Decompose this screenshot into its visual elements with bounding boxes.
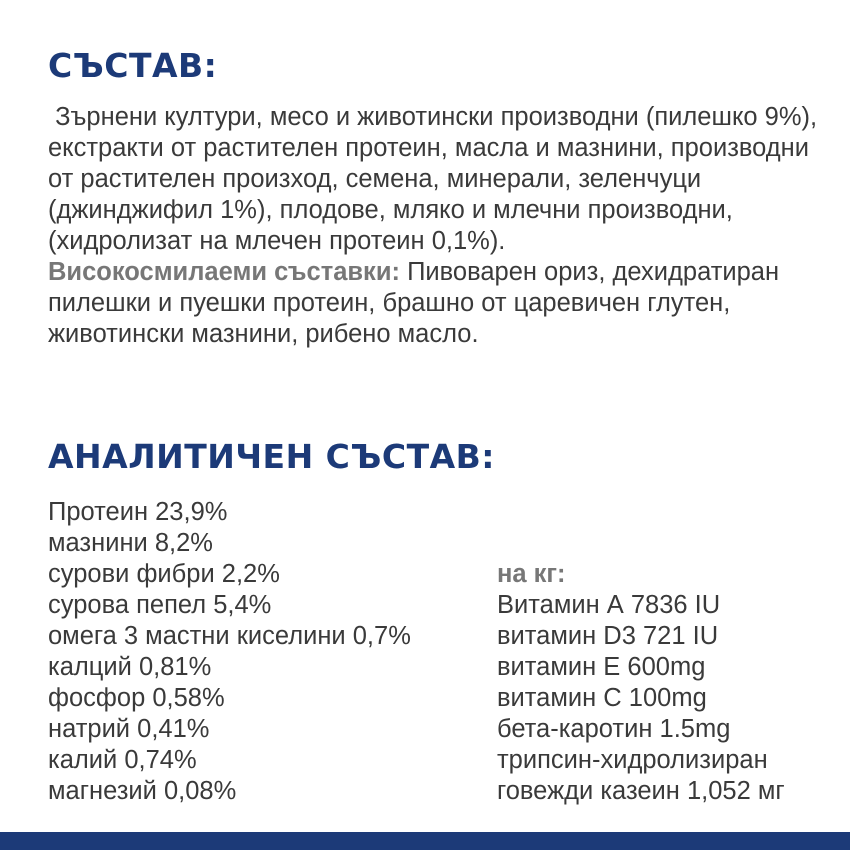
per-kg-item-trypsin: трипсин-хидролизиран <box>497 746 768 774</box>
analytical-item-ash: сурова пепел 5,4% <box>48 591 272 619</box>
ingredients-paragraph <box>48 102 828 350</box>
analytical-list <box>48 497 411 807</box>
per-kg-item-vitamin-d3: витамин D3 721 IU <box>497 622 719 650</box>
analytical-item-magnesium: магнезий 0,08% <box>48 777 237 805</box>
highly-digestible-label: Високосмилаеми съставки: <box>48 258 400 286</box>
per-kg-item-vitamin-e: витамин Е 600mg <box>497 653 706 681</box>
analytical-item-fibre: сурови фибри 2,2% <box>48 560 280 588</box>
analytical-item-omega3: омега 3 мастни киселини 0,7% <box>48 622 411 650</box>
analytical-item-potassium: калий 0,74% <box>48 746 197 774</box>
analytical-item-sodium: натрий 0,41% <box>48 715 210 743</box>
analytical-item-phosphorus: фосфор 0,58% <box>48 684 225 712</box>
composition-heading: СЪСТАВ: <box>48 46 218 85</box>
analytical-item-calcium: калций 0,81% <box>48 653 212 681</box>
per-kg-item-beta-carotene: бета-каротин 1.5mg <box>497 715 731 743</box>
analytical-item-protein: Протеин 23,9% <box>48 498 228 526</box>
ingredients-text: Зърнени култури, месо и животински производни (пилешко 9%), екстракти от растителен протеин, масла и мазнини, производни от растителен произход, семена, минерали, зеленчуци (джинджифил 1%), плодове, мляко и млечни производни, (хидролизат на млечен протеин 0,1%). <box>48 103 825 255</box>
per-kg-item-vitamin-a: Витамин А 7836 IU <box>497 591 721 619</box>
per-kg-label: на кг: <box>497 560 566 588</box>
per-kg-list <box>497 559 785 807</box>
analytical-item-fat: мазнини 8,2% <box>48 529 213 557</box>
per-kg-item-casein: говежди казеин 1,052 мг <box>497 777 785 805</box>
per-kg-item-vitamin-c: витамин С 100mg <box>497 684 707 712</box>
analytical-heading: АНАЛИТИЧЕН СЪСТАВ: <box>48 437 496 476</box>
footer-bar <box>0 832 850 850</box>
highly-digestible-text: Пивоварен ориз, дехидратиран пилешки и пуешки протеин, брашно от царевичен глутен, животински мазнини, рибено масло. <box>48 258 780 348</box>
